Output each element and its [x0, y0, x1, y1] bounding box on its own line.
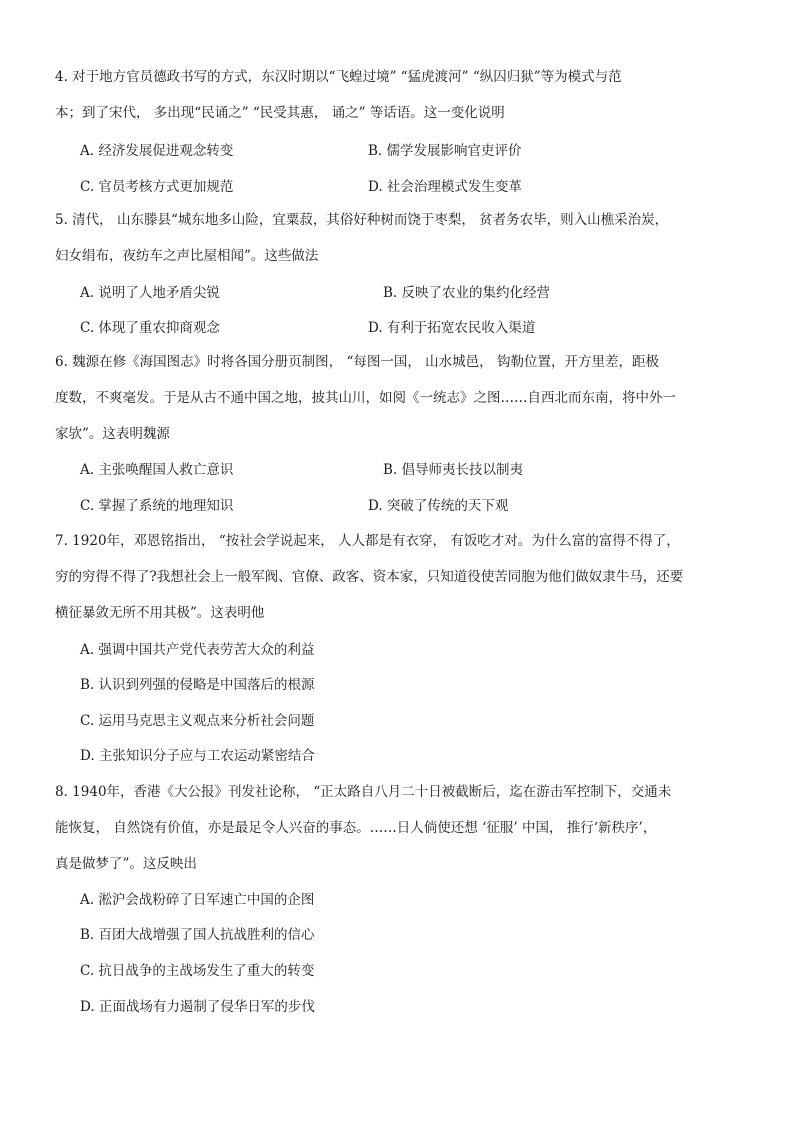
question-6-option-b: B. 倡导师夷长技以制夷 — [383, 462, 524, 478]
question-5-stem-line-1: 5. 清代， 山东滕县“城东地多山险，宜粟菽，其俗好种树而饶于枣梨， 贫者务农毕，则入山樵采治炭， — [55, 212, 669, 228]
question-7-stem-line-2: 穷的穷得不得了?我想社会上一般军阀、官僚、政客、资本家，只知道役使苦同胞为他们做奴隶牛马，还要 — [55, 569, 684, 585]
question-7-option-d: D. 主张知识分子应与工农运动紧密结合 — [80, 748, 315, 764]
question-6-stem-line-2: 度数，不爽毫发。于是从古不通中国之地，披其山川，如阅《一统志》之图……自西北而东南，将中外一 — [55, 390, 676, 406]
question-5-option-a: A. 说明了人地矛盾尖锐 — [80, 285, 220, 301]
question-8-option-d: D. 正面战场有力遏制了侵华日军的步伐 — [80, 999, 315, 1015]
question-4-stem-line-1: 4. 对于地方官员德政书写的方式，东汉时期以“飞蝗过境” “猛虎渡河” “纵囚归狱”等为模式与范 — [55, 69, 622, 85]
question-4-option-d: D. 社会治理模式发生变革 — [368, 179, 522, 195]
question-6-option-a: A. 主张唤醒国人救亡意识 — [80, 462, 234, 478]
question-4-option-b: B. 儒学发展影响官吏评价 — [368, 143, 522, 159]
question-4-option-c: C. 官员考核方式更加规范 — [80, 179, 234, 195]
question-4-stem-line-2: 本；到了宋代， 多出现“民诵之” “民受其惠， 诵之” 等话语。这一变化说明 — [55, 105, 505, 121]
question-7-option-a: A. 强调中国共产党代表劳苦大众的利益 — [80, 642, 315, 658]
question-7-option-b: B. 认识到列强的侵略是中国落后的根源 — [80, 677, 315, 693]
question-6-option-d: D. 突破了传统的天下观 — [368, 498, 509, 514]
question-7-stem-line-1: 7. 1920年，邓恩铭指出， “按社会学说起来， 人人都是有衣穿， 有饭吃才对。为什么富的富得不得了， — [55, 533, 680, 549]
question-5-option-c: C. 体现了重农抑商观念 — [80, 320, 220, 336]
question-8-option-c: C. 抗日战争的主战场发生了重大的转变 — [80, 963, 315, 979]
question-8-option-b: B. 百团大战增强了国人抗战胜利的信心 — [80, 927, 315, 943]
question-5-option-b: B. 反映了农业的集约化经营 — [383, 285, 551, 301]
question-8-stem-line-1: 8. 1940年，香港《大公报》刊发社论称， “正太路自八月二十日被截断后，迄在游击军控制下，交通未 — [55, 784, 672, 800]
question-7-stem-line-3: 横征暴敛无所不用其极”。这表明他 — [55, 605, 265, 621]
question-6-stem-line-1: 6. 魏源在修《海国图志》时将各国分册页制图， “每图一国， 山水城邑， 钩勒位置，开方里差，距极 — [55, 354, 659, 370]
question-8-option-a: A. 淞沪会战粉碎了日军速亡中国的企图 — [80, 892, 315, 908]
question-5-option-d: D. 有利于拓宽农民收入渠道 — [368, 320, 536, 336]
question-8-stem-line-3: 真是做梦了”。这反映出 — [55, 856, 197, 872]
question-4-option-a: A. 经济发展促进观念转变 — [80, 143, 234, 159]
question-8-stem-line-2: 能恢复， 自然饶有价值，亦是最足令人兴奋的事态。……日人倘使还想 ‘征服’ 中国， 推行‘新秩序’， — [55, 820, 657, 836]
question-7-option-c: C. 运用马克思主义观点来分析社会问题 — [80, 713, 315, 729]
question-6-stem-line-3: 家欤”。这表明魏源 — [55, 426, 170, 442]
question-5-stem-line-2: 妇女绢布，夜纺车之声比屋相闻”。这些做法 — [55, 248, 319, 264]
question-6-option-c: C. 掌握了系统的地理知识 — [80, 498, 234, 514]
